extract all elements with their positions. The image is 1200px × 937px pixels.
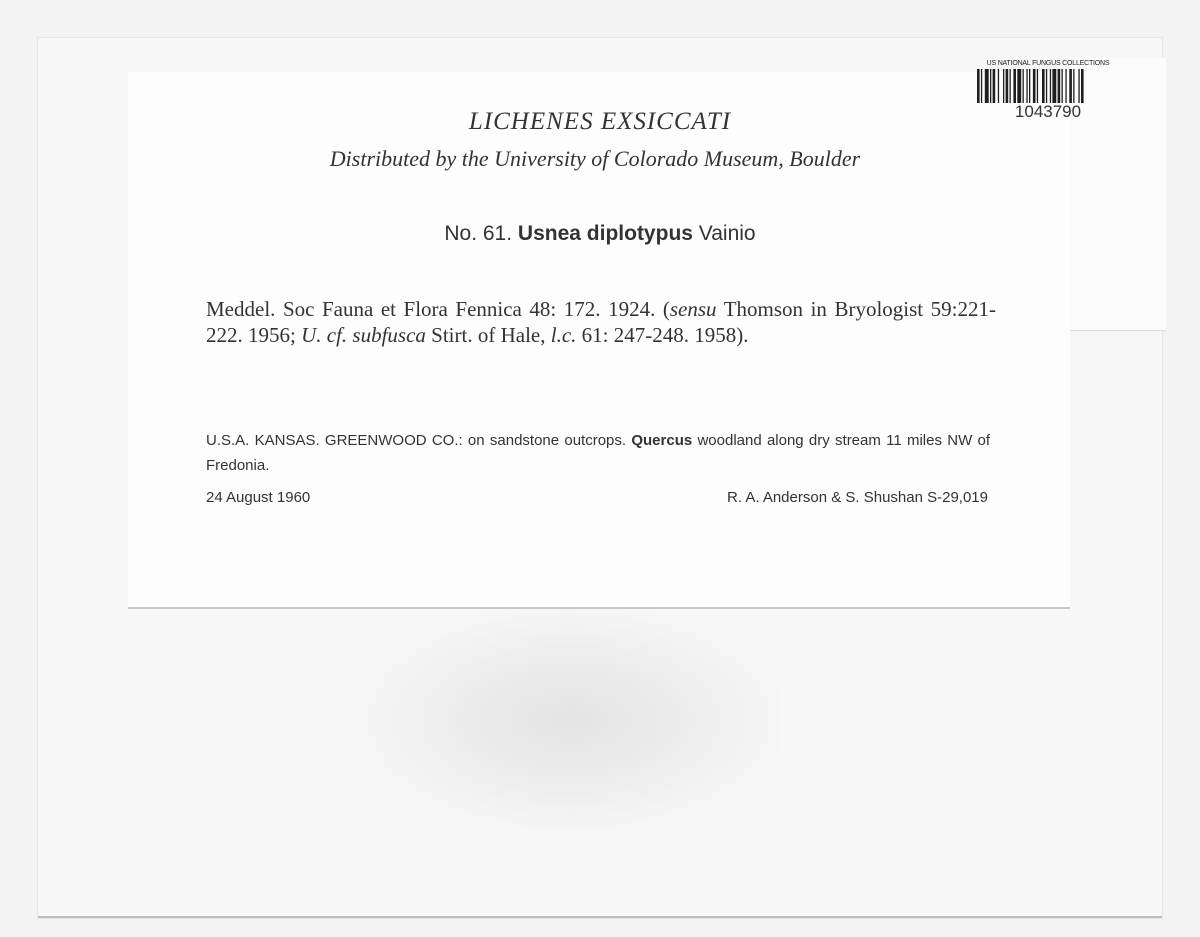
barcode-image: [973, 69, 1123, 103]
label-subtitle: Distributed by the University of Colorado Museum, Boulder: [329, 146, 861, 171]
barcode-bar: [993, 69, 996, 103]
barcode-bar: [1052, 69, 1056, 103]
citation-part-3: Stirt. of Hale,: [425, 323, 551, 347]
barcode-bar: [977, 69, 980, 103]
citation-part-2: Thomson in Bryologist 59:221-222. 1956;: [206, 297, 996, 347]
collection-date: 24 August 1960: [206, 489, 311, 506]
barcode-number: 1043790: [1014, 102, 1082, 121]
locality-text: [206, 428, 990, 478]
barcode-bar: [1013, 69, 1016, 103]
barcode-caption: US NATIONAL FUNGUS COLLECTIONS: [986, 60, 1110, 67]
barcode-bar: [1017, 69, 1021, 103]
locality-prefix: U.S.A. KANSAS. GREENWOOD CO.: on sandstone outcrops.: [206, 432, 632, 449]
barcode-bar: [1026, 69, 1027, 103]
locality-suffix: woodland along dry stream 11 miles NW of Fredonia.: [206, 432, 991, 474]
species-line: [0, 222, 1200, 246]
barcode-bar: [1046, 69, 1047, 103]
barcode-bar: [998, 69, 999, 103]
citation-part-1: Meddel. Soc Fauna et Flora Fennica 48: 172. 1924. (: [206, 297, 670, 321]
barcode-bar: [1003, 69, 1004, 103]
barcode-bar: [1073, 69, 1074, 103]
barcode-bar: [1006, 69, 1009, 103]
citation-sensu: sensu: [669, 297, 717, 321]
species-author: Vainio: [698, 222, 756, 245]
barcode-bar: [1023, 69, 1024, 103]
label-title: LICHENES EXSICCATI: [468, 108, 732, 135]
barcode-bar: [985, 69, 989, 103]
barcode-bar: [1065, 69, 1066, 103]
barcode-bar: [1042, 69, 1045, 103]
citation-part-4: 61: 247-248. 1958).: [576, 323, 749, 347]
locality-habitat: Quercus: [631, 432, 693, 449]
barcode-bar: [1078, 69, 1079, 103]
barcode-bar: [1058, 69, 1061, 103]
barcode-bar: [1029, 69, 1030, 103]
barcode-bar: [1033, 69, 1036, 103]
barcode-bar: [990, 69, 991, 103]
barcode-bar: [1081, 69, 1084, 103]
barcode-bar: [1037, 69, 1038, 103]
shadow-smudge: [360, 610, 780, 830]
barcode-bar: [1069, 69, 1072, 103]
citation-synonym: U. cf. subfusca: [301, 323, 426, 347]
barcode-bar: [1010, 69, 1011, 103]
species-name: Usnea diplotypus: [517, 222, 693, 245]
barcode-bar: [981, 69, 982, 103]
collectors: R. A. Anderson & S. Shushan S-29,019: [726, 489, 988, 506]
citation-lc: l.c.: [550, 323, 577, 347]
barcode-bar: [1050, 69, 1051, 103]
citation-text: [206, 296, 996, 348]
exsiccata-number: No. 61.: [444, 222, 513, 245]
barcode-bar: [1062, 69, 1063, 103]
